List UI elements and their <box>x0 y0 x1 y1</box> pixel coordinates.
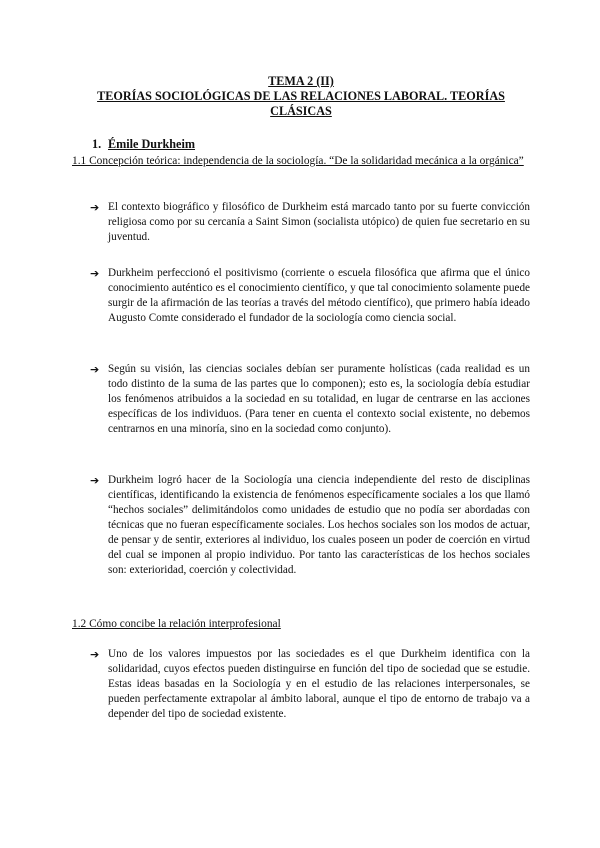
subsection-1-2-heading: 1.2 Cómo concibe la relación interprofesional <box>72 618 281 630</box>
bullet-text: Según su visión, las ciencias sociales debían ser puramente holísticas (cada realidad es un todo distinto de la suma de las partes que lo componen); esto es, la sociología debía estudiar los fenómenos atribuidos a la sociedad en su totalidad, en lugar de centrarse en las acciones específicas de los individuos. (Para tener en cuenta el contexto social existente, no debemos centrarnos en una minoría, sino en la sociedad como conjunto). <box>108 363 530 435</box>
arrow-bullet-icon: ➔ <box>90 267 100 280</box>
bullet-text: Uno de los valores impuestos por las sociedades es el que Durkheim identifica con la solidaridad, cuyos efectos pueden distinguirse en función del tipo de sociedad que se estudie. Estas ideas basadas en la Sociología y en el estudio de las relaciones interpersonales, se pueden perfectamente extrapolar al ámbito laboral, aunque el tipo de entorno de trabajo va a depender del tipo de sociedad existente. <box>108 648 530 720</box>
section-1-title: Émile Durkheim <box>108 137 196 151</box>
section-1-number: 1. <box>92 137 102 151</box>
bullet-text: Durkheim logró hacer de la Sociología una ciencia independiente del resto de disciplinas científicas, identificando la existencia de fenómenos específicamente sociales a los que llamó “hechos sociales” delimitándolos como unidades de estudio que no podía ser abordadas con técnicas que no fueran específicamente sociales. Los hechos sociales son los modos de actuar, de pensar y de sentir, exteriores al individuo, los cuales poseen un poder de coerción en virtud del cual se imponen al propio individuo. Por tanto las características de los hechos sociales son: exterioridad, coerción y colectividad. <box>108 474 530 576</box>
arrow-bullet-icon: ➔ <box>90 474 100 487</box>
page-title-line-2: TEORÍAS SOCIOLÓGICAS DE LAS RELACIONES LABORAL. TEORÍAS CLÁSICAS <box>97 89 505 118</box>
arrow-bullet-icon: ➔ <box>90 201 100 214</box>
bullet-text: El contexto biográfico y filosófico de Durkheim está marcado tanto por su fuerte convicción religiosa como por su cercanía a Saint Simon (socialista utópico) de quien fue secretario en su juventud. <box>108 201 530 243</box>
section-1-heading <box>92 137 195 152</box>
arrow-bullet-icon: ➔ <box>90 648 100 661</box>
page-title-line-1: TEMA 2 (II) <box>268 74 334 88</box>
subsection-1-1-heading: 1.1 Concepción teórica: independencia de la sociología. “De la solidaridad mecánica a la orgánica” <box>72 155 524 167</box>
bullet-text: Durkheim perfeccionó el positivismo (corriente o escuela filosófica que afirma que el único conocimiento auténtico es el conocimiento científico, y que tal conocimiento solamente puede surgir de la afirmación de las teorías a través del método científico), que primero había ideado Augusto Comte considerado el fundador de la sociología como ciencia social. <box>108 267 530 324</box>
arrow-bullet-icon: ➔ <box>90 363 100 376</box>
